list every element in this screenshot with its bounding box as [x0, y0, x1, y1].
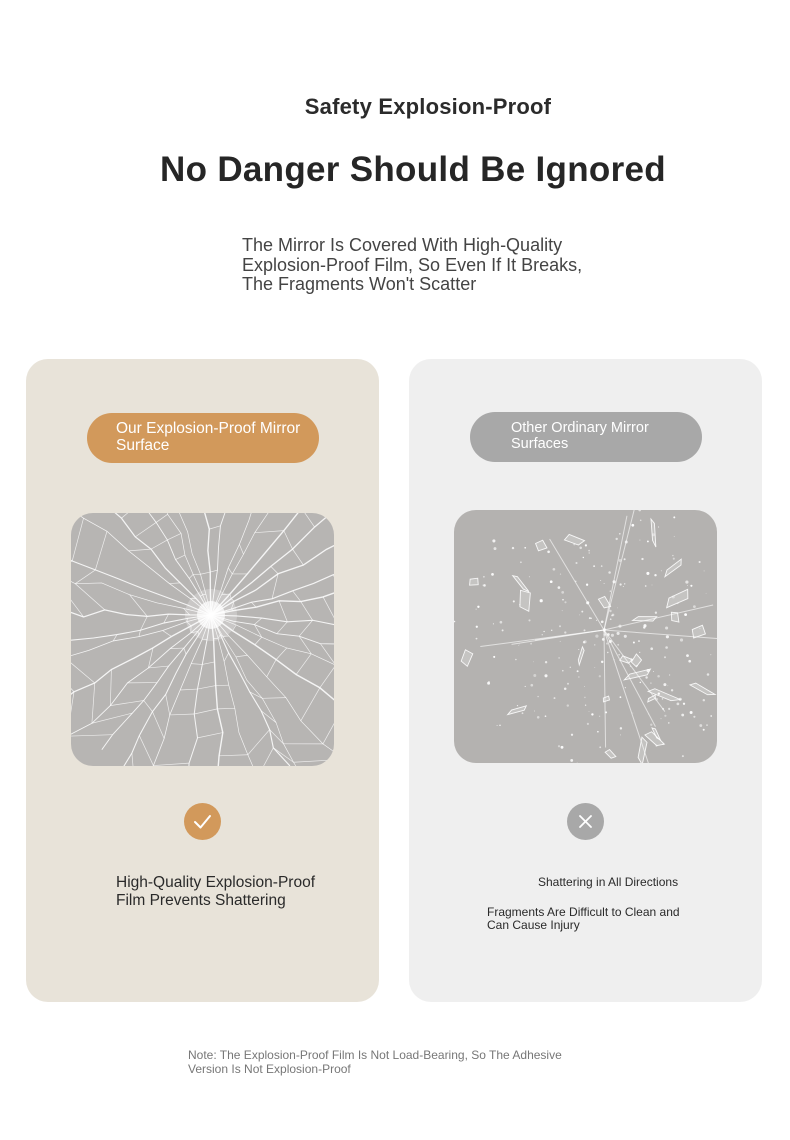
benefit-caption: High-Quality Explosion-Proof Film Prevents Shattering	[116, 874, 316, 909]
cross-icon	[567, 803, 604, 840]
pill-label-ordinary-mirror: Other Ordinary Mirror Surfaces	[470, 412, 702, 462]
drawback-caption-1: Shattering in All Directions	[538, 875, 679, 889]
comparison-card-ordinary	[409, 359, 762, 1002]
cracked-glass-image	[71, 513, 334, 766]
pill-label-our-mirror: Our Explosion-Proof Mirror Surface	[87, 413, 319, 463]
shattered-glass-image	[454, 510, 717, 763]
check-icon	[184, 803, 221, 840]
drawback-caption-2: Fragments Are Difficult to Clean and Can Cause Injury	[487, 905, 680, 932]
section-description: The Mirror Is Covered With High-Quality Explosion-Proof Film, So Even If It Breaks, The Fragments Won't Scatter	[242, 235, 583, 294]
section-subtitle: Safety Explosion-Proof	[304, 94, 552, 119]
comparison-card-explosion-proof	[26, 359, 379, 1002]
footer-note: Note: The Explosion-Proof Film Is Not Load-Bearing, So The Adhesive Version Is Not Explosion-Proof	[188, 1048, 562, 1076]
section-title: No Danger Should Be Ignored	[160, 150, 666, 189]
